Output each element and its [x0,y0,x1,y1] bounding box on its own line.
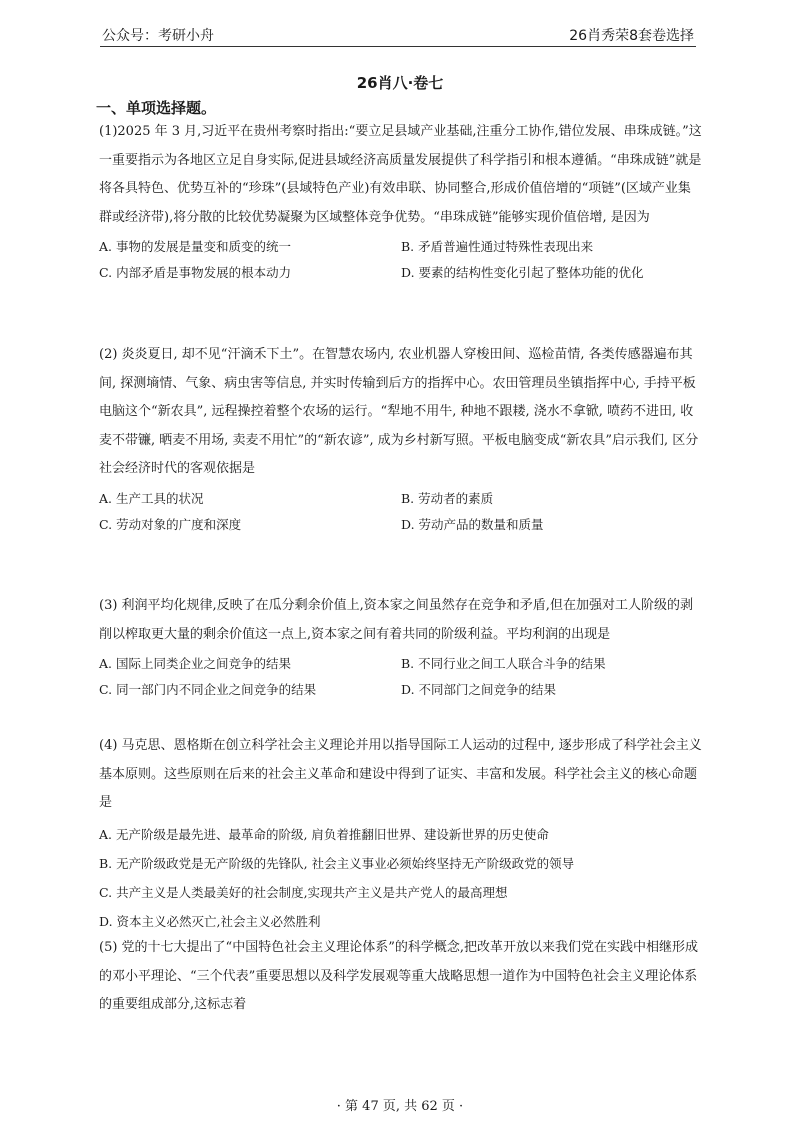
option-b[interactable]: B. 不同行业之间工人联合斗争的结果 [401,656,606,671]
option-a[interactable]: A. 国际上同类企业之间竞争的结果 [99,656,291,671]
option-d[interactable]: D. 劳动产品的数量和质量 [401,516,544,532]
question-5 [99,934,703,1020]
option-c[interactable]: C. 劳动对象的广度和深度 [99,516,242,532]
option-a[interactable]: A. 事物的发展是量变和质变的统一 [99,239,291,254]
page-title: 26肖八·卷七 [356,74,444,92]
question-3 [99,592,703,703]
option-b[interactable]: B. 无产阶级政党是无产阶级的先锋队, 社会主义事业必须始终坚持无产阶级政党的领导 [99,855,575,871]
option-b[interactable]: B. 劳动者的素质 [401,490,494,506]
option-d[interactable]: D. 资本主义必然灭亡,社会主义必然胜利 [99,913,321,929]
section-heading: 一、单项选择题。 [96,99,217,117]
option-c[interactable]: C. 共产主义是人类最美好的社会制度,实现共产主义是共产党人的最高理想 [99,884,508,900]
question-stem: (4) 马克思、恩格斯在创立科学社会主义理论并用以指导国际工人运动的过程中, 逐步形成了科学社会主义基本原则。这些原则在后来的社会主义革命和建设中得到了证实、丰富和发展。科学社会主义的核心命题是 [99,738,702,810]
question-2 [99,341,703,538]
option-c[interactable]: C. 内部矛盾是事物发展的根本动力 [99,265,292,280]
question-stem: (1)2025 年 3 月,习近平在贵州考察时指出:“要立足县域产业基础,注重分工协作,错位发展、串珠成链。”这一重要指示为各地区立足自身实际,促进县域经济高质量发展提供了科学指引和根本遵循。“串珠成链”就是将各具特色、优势互补的“珍珠”(县域特色产业)有效串联、协同整合,形成价值倍增的“项链”(区域产业集群或经济带),将分散的比较优势凝聚为区域整体竞争优势。“串珠成链”能够实现价值倍增, 是因为 [99,124,702,225]
question-4 [99,732,703,936]
question-stem: (3) 利润平均化规律,反映了在瓜分剩余价值上,资本家之间虽然存在竞争和矛盾,但在加强对工人阶级的剥削以榨取更大量的剩余价值这一点上,资本家之间有着共同的阶级利益。平均利润的出现是 [99,598,693,642]
question-stem: (2) 炎炎夏日, 却不见“汗滴禾下土”。在智慧农场内, 农业机器人穿梭田间、巡检苗情, 各类传感器遍布其间, 探测墒情、气象、病虫害等信息, 并实时传输到后方的指挥中心。农田管理员坐镇指挥中心, 手持平板电脑这个“新农具”, 远程操控着整个农场的运行。“犁地不用牛, 种地不跟耧, 浇水不拿锨, 喷药不进田, 收麦不带镰, 晒麦不用场, 卖麦不用忙”的“新农谚”, 成为乡村新写照。平板电脑变成“新农具”启示我们, 区分社会经济时代的客观依据是 [99,347,699,476]
header-right-text: 26肖秀荣8套卷选择 [569,28,694,44]
header-left-text: 公众号：考研小舟 [102,28,214,44]
option-a[interactable]: A. 生产工具的状况 [99,490,204,506]
page-footer: · 第 47 页, 共 62 页 · [336,1099,464,1114]
question-stem: (5) 党的十七大提出了“中国特色社会主义理论体系”的科学概念,把改革开放以来我们党在实践中相继形成的邓小平理论、“三个代表”重要思想以及科学发展观等重大战略思想一道作为中国特色社会主义理论体系的重要组成部分,这标志着 [99,940,698,1012]
question-1 [99,118,703,286]
page-header [100,22,696,47]
option-d[interactable]: D. 要素的结构性变化引起了整体功能的优化 [401,265,644,280]
option-a[interactable]: A. 无产阶级是最先进、最革命的阶级, 肩负着推翻旧世界、建设新世界的历史使命 [99,826,549,842]
option-d[interactable]: D. 不同部门之间竞争的结果 [401,682,557,697]
option-b[interactable]: B. 矛盾普遍性通过特殊性表现出来 [401,239,594,254]
option-c[interactable]: C. 同一部门内不同企业之间竞争的结果 [99,682,317,697]
